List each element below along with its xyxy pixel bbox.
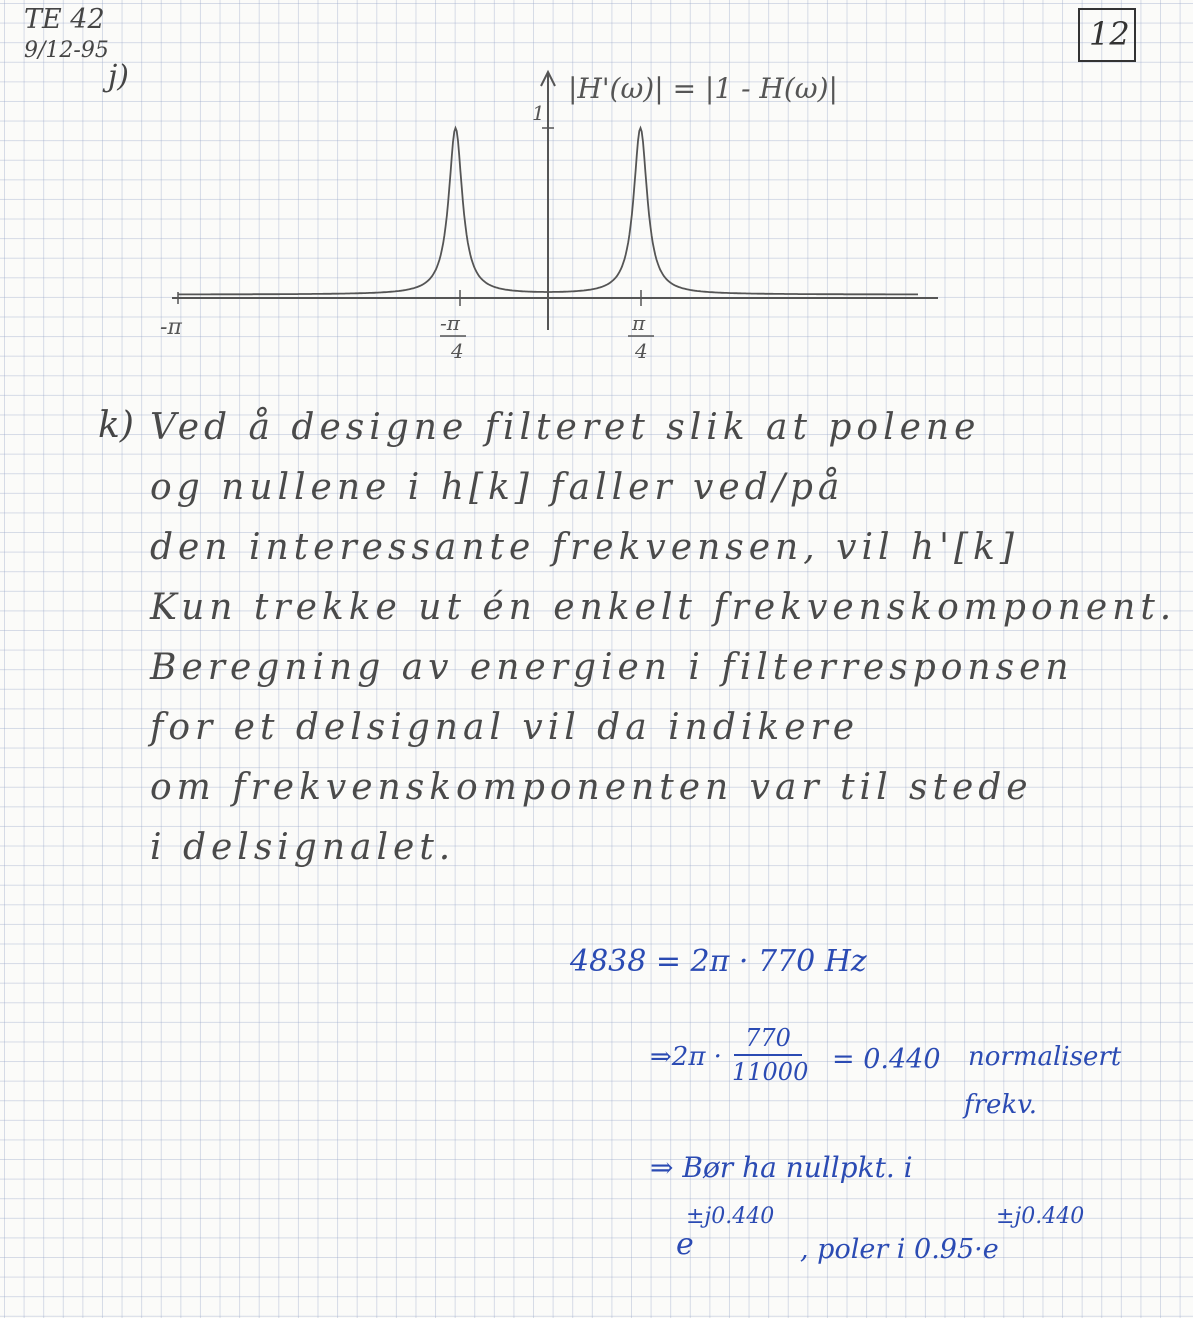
- calc-zeros: ⇒ Bør ha nullpkt. i: [650, 1151, 913, 1184]
- plot-title: |H'(ω)| = |1 - H(ω)|: [568, 72, 838, 105]
- x-label-pi-over-4-den: 4: [635, 339, 648, 363]
- answer-line: Kun trekke ut én enkelt frekvenskomponent.: [150, 587, 1177, 628]
- date: 9/12-95: [24, 38, 109, 63]
- fraction-bar: [734, 1054, 802, 1056]
- magnitude-plot: [0, 0, 1193, 380]
- calc-arrow: ⇒2π ·: [650, 1042, 722, 1072]
- x-label-minus-pi: -π: [160, 315, 182, 340]
- answer-line: i delsignalet.: [150, 827, 456, 868]
- x-label-minus-pi-over-4-num: -π: [440, 311, 460, 335]
- x-label-minus-pi-over-4-den: 4: [451, 339, 464, 363]
- calc-result: = 0.440: [832, 1044, 941, 1075]
- calc-fraction: [732, 1024, 809, 1086]
- zero-base: e: [676, 1227, 694, 1262]
- calc-note-normalized: normalisert: [968, 1042, 1122, 1072]
- fraction-numerator: 770: [745, 1024, 791, 1052]
- part-j-label: j): [108, 59, 130, 94]
- calc-note-frequency: frekv.: [964, 1090, 1038, 1120]
- answer-line: for et delsignal vil da indikere: [150, 707, 860, 748]
- course-code: TE 42: [24, 4, 105, 35]
- answer-line: Ved å designe filteret slik at polene: [150, 407, 981, 448]
- x-label-pi-over-4-num: π: [632, 311, 646, 335]
- calc-frequency: 4838 = 2π · 770 Hz: [570, 944, 867, 979]
- page-number: 12: [1089, 15, 1130, 53]
- answer-line: og nullene i h[k] faller ved/på: [150, 467, 845, 508]
- part-k-label: k): [98, 405, 134, 446]
- fraction-denominator: 11000: [732, 1058, 809, 1086]
- answer-line: Beregning av energien i filterresponsen: [150, 647, 1074, 688]
- answer-line: den interessante frekvensen, vil h'[k]: [150, 527, 1019, 568]
- y-tick-label: 1: [532, 101, 545, 125]
- pole-exponent: ±j0.440: [996, 1204, 1085, 1229]
- calc-poles: , poler i 0.95·e: [800, 1234, 999, 1265]
- answer-line: om frekvenskomponenten var til stede: [150, 767, 1033, 808]
- zero-exponent: ±j0.440: [686, 1204, 775, 1229]
